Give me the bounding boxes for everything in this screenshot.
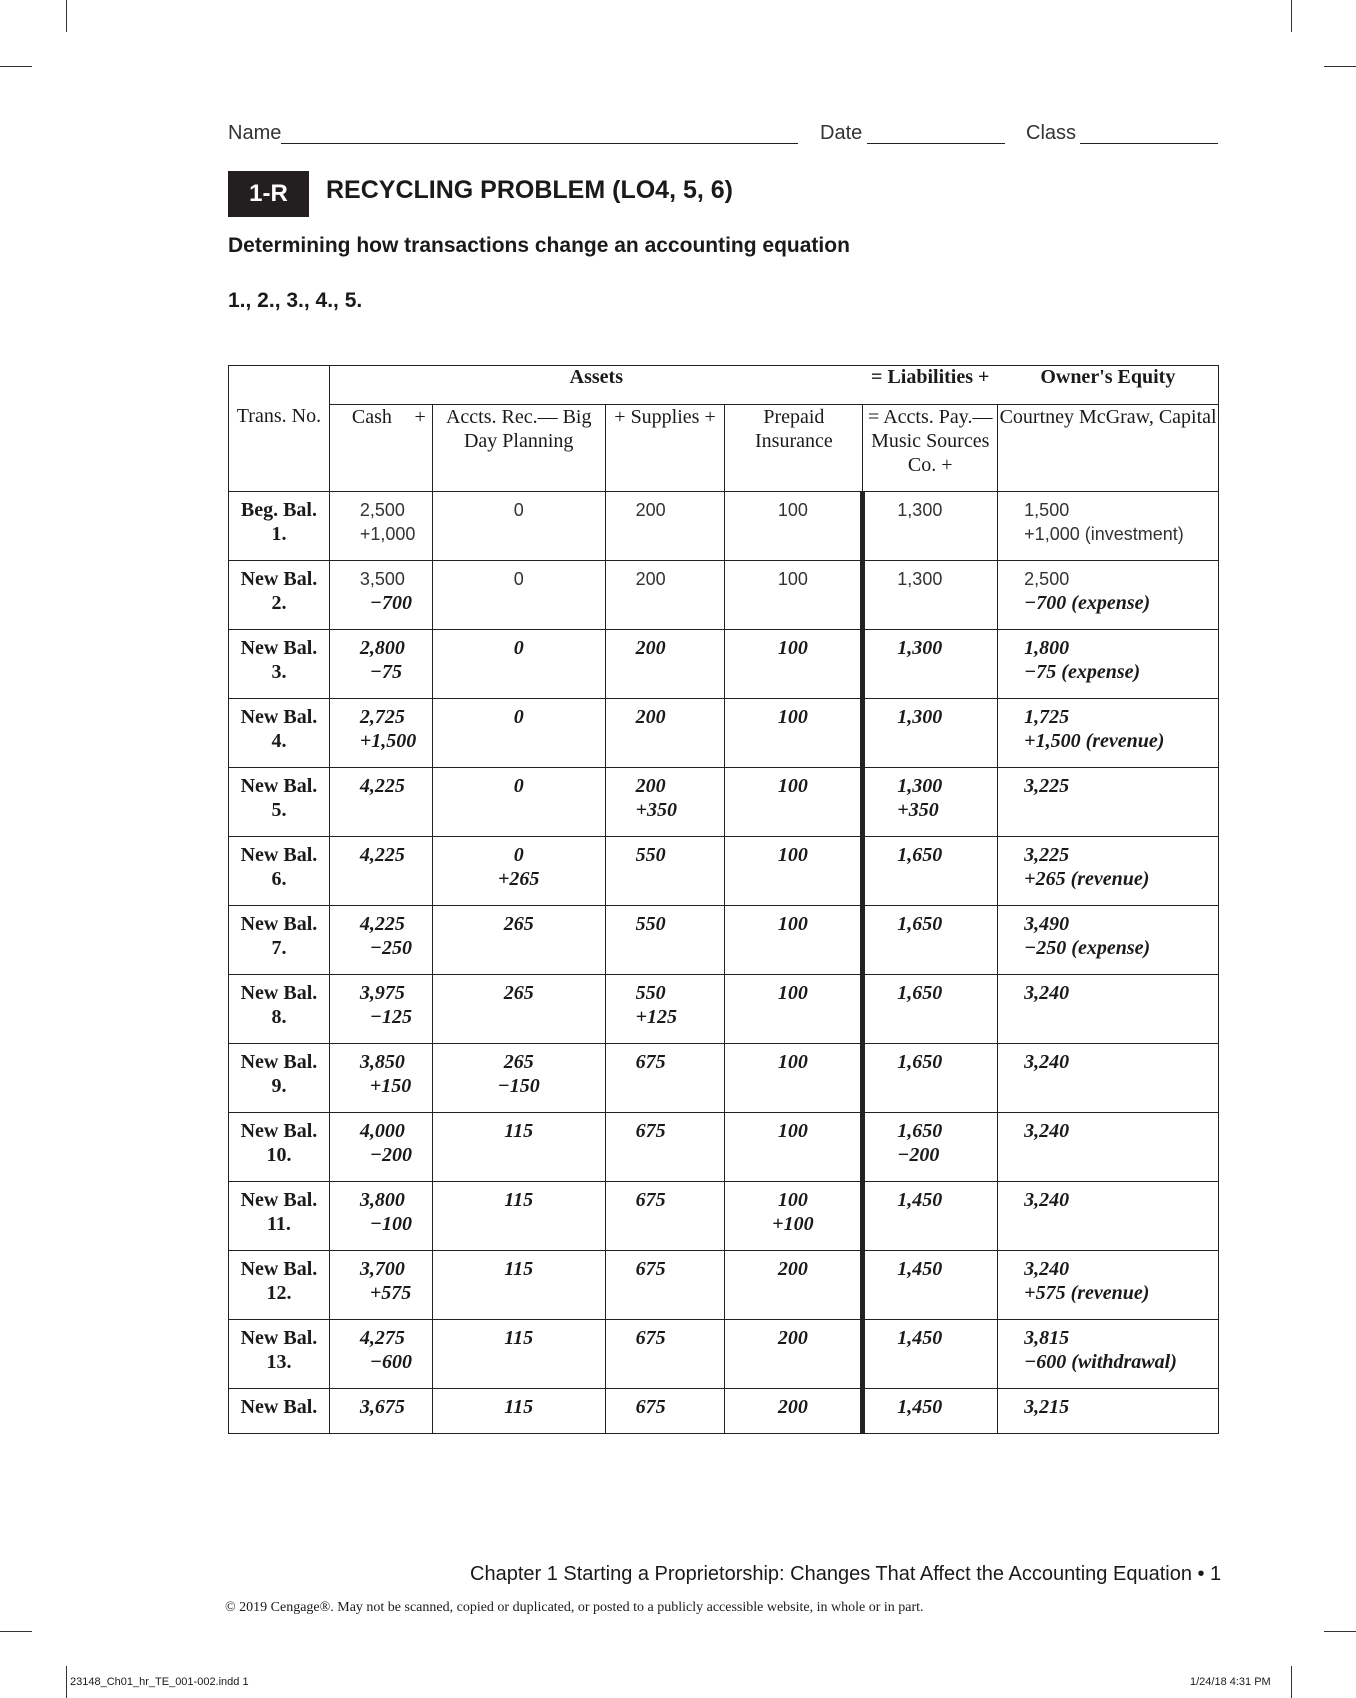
- trans-label: New Bal.: [240, 637, 318, 659]
- change-value: −75: [369, 661, 402, 683]
- accts-pay-cell: [863, 1320, 998, 1389]
- trans-label: New Bal.: [240, 982, 318, 1004]
- trans-label: New Bal.: [240, 1051, 318, 1073]
- trans-label: 9.: [271, 1075, 287, 1097]
- balance-value: 1,300: [897, 569, 943, 589]
- cash-cell: [329, 1113, 432, 1182]
- table-row: [229, 1044, 1219, 1113]
- cash-cell: [329, 768, 432, 837]
- change-value: −700 (expense): [1024, 592, 1151, 614]
- header-trans-no: Trans. No.: [229, 366, 330, 492]
- accts-rec-cell: [432, 492, 605, 561]
- balance-value: 4,275: [359, 1327, 405, 1349]
- parts-label: 1., 2., 3., 4., 5.: [228, 289, 363, 312]
- trans-label: 10.: [266, 1144, 292, 1166]
- cash-cell: [329, 561, 432, 630]
- balance-value: 0: [513, 706, 524, 728]
- prepaid-cell: [725, 630, 863, 699]
- trans-no-cell: [229, 837, 330, 906]
- table-row: [229, 630, 1219, 699]
- prepaid-cell: [725, 837, 863, 906]
- accts-rec-cell: [432, 837, 605, 906]
- cash-cell: [329, 906, 432, 975]
- balance-value: 3,240: [1024, 1258, 1070, 1280]
- balance-value: 100: [777, 1051, 808, 1073]
- balance-value: 1,650: [897, 913, 943, 935]
- balance-value: 115: [504, 1120, 534, 1142]
- trans-no-cell: [229, 1389, 330, 1434]
- cash-cell: [329, 492, 432, 561]
- balance-value: 100: [777, 500, 808, 520]
- capital-cell: [998, 1389, 1219, 1434]
- balance-value: 1,300: [897, 706, 943, 728]
- accts-rec-cell: [432, 975, 605, 1044]
- balance-value: 1,725: [1024, 706, 1070, 728]
- balance-value: 550: [635, 844, 666, 866]
- name-field-line[interactable]: [281, 143, 798, 144]
- capital-cell: [998, 492, 1219, 561]
- problem-badge: 1-R: [228, 171, 309, 217]
- change-value: −250 (expense): [1024, 937, 1151, 959]
- supplies-cell: [605, 630, 725, 699]
- trans-no-cell: [229, 1113, 330, 1182]
- supplies-cell: [605, 975, 725, 1044]
- slug-date: 1/24/18 4:31 PM: [1190, 1676, 1271, 1688]
- change-value: +150: [369, 1075, 412, 1097]
- balance-value: 1,300: [897, 775, 943, 797]
- balance-value: 115: [504, 1327, 534, 1349]
- cash-cell: [329, 1044, 432, 1113]
- class-label: Class: [1026, 122, 1077, 144]
- balance-value: 1,650: [897, 844, 943, 866]
- balance-value: 4,225: [359, 844, 405, 866]
- balance-value: 0: [513, 775, 524, 797]
- trans-no-cell: [229, 561, 330, 630]
- balance-value: 0: [513, 500, 524, 520]
- header-prepaid-insurance: Prepaid Insurance: [725, 405, 863, 492]
- balance-value: 4,000: [359, 1120, 405, 1142]
- trans-label: 11.: [266, 1213, 291, 1235]
- balance-value: 100: [777, 844, 808, 866]
- trans-no-cell: [229, 1251, 330, 1320]
- footer-chapter: Chapter 1 Starting a Proprietorship: Changes That Affect the Accounting Equation • 1: [470, 1563, 1222, 1585]
- balance-value: 100: [777, 569, 808, 589]
- change-value: +1,500 (revenue): [1024, 730, 1165, 752]
- balance-value: 675: [635, 1120, 666, 1142]
- capital-cell: [998, 906, 1219, 975]
- accts-rec-cell: [432, 699, 605, 768]
- trans-label: New Bal.: [240, 1189, 318, 1211]
- balance-value: 200: [635, 569, 666, 589]
- accts-pay-cell: [863, 768, 998, 837]
- balance-value: 3,240: [1024, 982, 1070, 1004]
- change-value: −100: [369, 1213, 412, 1235]
- trans-no-cell: [229, 1320, 330, 1389]
- accts-rec-cell: [432, 1389, 605, 1434]
- header-accts-rec: Accts. Rec.— Big Day Planning: [432, 405, 605, 492]
- table-row: [229, 768, 1219, 837]
- trans-no-cell: [229, 975, 330, 1044]
- table-row: [229, 492, 1219, 561]
- balance-value: 3,225: [1024, 775, 1070, 797]
- balance-value: 200: [635, 637, 666, 659]
- cash-cell: [329, 837, 432, 906]
- crop-mark: [1324, 66, 1356, 67]
- change-value: −75 (expense): [1024, 661, 1141, 683]
- prepaid-cell: [725, 1389, 863, 1434]
- prepaid-cell: [725, 768, 863, 837]
- balance-value: 2,725: [359, 706, 405, 728]
- balance-value: 1,800: [1024, 637, 1070, 659]
- trans-label: 4.: [271, 730, 287, 752]
- balance-value: 3,240: [1024, 1051, 1070, 1073]
- supplies-cell: [605, 768, 725, 837]
- prepaid-cell: [725, 975, 863, 1044]
- trans-label: 5.: [271, 799, 287, 821]
- table-row: [229, 1389, 1219, 1434]
- capital-cell: [998, 630, 1219, 699]
- prepaid-cell: [725, 1320, 863, 1389]
- trans-no-cell: [229, 1182, 330, 1251]
- balance-value: 4,225: [359, 775, 405, 797]
- trans-label: 8.: [271, 1006, 287, 1028]
- table-row: [229, 1320, 1219, 1389]
- supplies-cell: [605, 1044, 725, 1113]
- capital-cell: [998, 1251, 1219, 1320]
- change-value: −600: [369, 1351, 412, 1373]
- accts-rec-cell: [432, 1044, 605, 1113]
- balance-value: 1,500: [1024, 500, 1070, 520]
- balance-value: 3,675: [359, 1396, 405, 1418]
- trans-label: 7.: [271, 937, 287, 959]
- change-value: −700: [369, 592, 412, 614]
- balance-value: 265: [503, 913, 534, 935]
- capital-cell: [998, 768, 1219, 837]
- supplies-cell: [605, 492, 725, 561]
- change-value: +265 (revenue): [1024, 868, 1150, 890]
- balance-value: 1,650: [897, 1120, 943, 1142]
- balance-value: 1,450: [897, 1327, 943, 1349]
- header-liabilities: = Liabilities +: [863, 366, 998, 405]
- balance-value: 100: [777, 913, 808, 935]
- balance-value: 200: [635, 706, 666, 728]
- balance-value: 115: [504, 1396, 534, 1418]
- supplies-cell: [605, 1113, 725, 1182]
- trans-label: New Bal.: [240, 1396, 318, 1418]
- crop-mark: [1324, 1631, 1356, 1632]
- balance-value: 2,800: [359, 637, 405, 659]
- header-capital: Courtney McGraw, Capital: [998, 405, 1219, 492]
- change-value: +265: [498, 868, 540, 890]
- balance-value: 1,650: [897, 982, 943, 1004]
- crop-mark: [66, 0, 67, 32]
- prepaid-cell: [725, 1113, 863, 1182]
- prepaid-cell: [725, 906, 863, 975]
- balance-value: 200: [635, 775, 666, 797]
- balance-value: 200: [777, 1396, 808, 1418]
- balance-value: 200: [777, 1327, 808, 1349]
- table-row: [229, 906, 1219, 975]
- cash-cell: [329, 1320, 432, 1389]
- supplies-cell: [605, 1389, 725, 1434]
- prepaid-cell: [725, 1044, 863, 1113]
- supplies-cell: [605, 1251, 725, 1320]
- change-value: +575: [369, 1282, 412, 1304]
- change-value: +1,500: [359, 730, 417, 752]
- balance-value: 100: [777, 1120, 808, 1142]
- accts-rec-cell: [432, 906, 605, 975]
- trans-label: New Bal.: [240, 1120, 318, 1142]
- balance-value: 115: [504, 1258, 534, 1280]
- trans-label: New Bal.: [240, 706, 318, 728]
- balance-value: 675: [635, 1051, 666, 1073]
- table-row: [229, 1251, 1219, 1320]
- balance-value: 550: [635, 982, 666, 1004]
- balance-value: 1,300: [897, 500, 943, 520]
- footer-copyright: © 2019 Cengage®. May not be scanned, copied or duplicated, or posted to a publicly accessible website, in whole or in part.: [225, 1600, 924, 1615]
- accts-rec-cell: [432, 768, 605, 837]
- supplies-cell: [605, 1320, 725, 1389]
- change-value: −200: [369, 1144, 412, 1166]
- accts-pay-cell: [863, 630, 998, 699]
- capital-cell: [998, 699, 1219, 768]
- balance-value: 2,500: [359, 500, 405, 520]
- balance-value: 3,240: [1024, 1120, 1070, 1142]
- balance-value: 100: [777, 982, 808, 1004]
- balance-value: 3,240: [1024, 1189, 1070, 1211]
- slug-file: 23148_Ch01_hr_TE_001-002.indd 1: [70, 1676, 249, 1688]
- balance-value: 0: [513, 844, 524, 866]
- balance-value: 550: [635, 913, 666, 935]
- trans-label: New Bal.: [240, 1327, 318, 1349]
- balance-value: 3,490: [1024, 913, 1070, 935]
- change-value: −200: [897, 1144, 940, 1166]
- trans-no-cell: [229, 1044, 330, 1113]
- supplies-cell: [605, 561, 725, 630]
- crop-mark: [0, 1631, 32, 1632]
- balance-value: 1,450: [897, 1258, 943, 1280]
- accts-pay-cell: [863, 906, 998, 975]
- trans-no-cell: [229, 768, 330, 837]
- balance-value: 1,300: [897, 637, 943, 659]
- trans-label: 13.: [266, 1351, 292, 1373]
- trans-no-cell: [229, 630, 330, 699]
- accts-rec-cell: [432, 1251, 605, 1320]
- prepaid-cell: [725, 699, 863, 768]
- cash-cell: [329, 1389, 432, 1434]
- trans-label: 2.: [271, 592, 287, 614]
- balance-value: 3,500: [359, 569, 405, 589]
- balance-value: 4,225: [359, 913, 405, 935]
- date-label: Date: [820, 122, 863, 144]
- table-row: [229, 1113, 1219, 1182]
- balance-value: 100: [777, 1189, 808, 1211]
- change-value: −150: [497, 1075, 540, 1097]
- balance-value: 675: [635, 1396, 666, 1418]
- change-value: +575 (revenue): [1024, 1282, 1150, 1304]
- supplies-cell: [605, 837, 725, 906]
- balance-value: 3,800: [359, 1189, 405, 1211]
- crop-mark: [1291, 1666, 1292, 1698]
- capital-cell: [998, 561, 1219, 630]
- cash-cell: [329, 1251, 432, 1320]
- balance-value: 200: [777, 1258, 808, 1280]
- trans-no-cell: [229, 699, 330, 768]
- balance-value: 3,215: [1024, 1396, 1070, 1418]
- balance-value: 3,700: [359, 1258, 405, 1280]
- trans-no-cell: [229, 906, 330, 975]
- accts-pay-cell: [863, 699, 998, 768]
- accts-pay-cell: [863, 492, 998, 561]
- balance-value: 675: [635, 1327, 666, 1349]
- balance-value: 115: [504, 1189, 534, 1211]
- balance-value: 100: [777, 637, 808, 659]
- trans-label: Beg. Bal.: [240, 499, 317, 521]
- supplies-cell: [605, 1182, 725, 1251]
- balance-value: 200: [635, 500, 666, 520]
- accts-pay-cell: [863, 1389, 998, 1434]
- balance-value: 1,650: [897, 1051, 943, 1073]
- trans-label: New Bal.: [240, 844, 318, 866]
- trans-label: New Bal.: [240, 775, 318, 797]
- crop-mark: [66, 1666, 67, 1698]
- name-label: Name: [228, 122, 282, 144]
- change-value: −125: [369, 1006, 412, 1028]
- balance-value: 100: [777, 775, 808, 797]
- balance-value: 265: [503, 982, 534, 1004]
- change-value: +125: [635, 1006, 677, 1028]
- prepaid-cell: [725, 492, 863, 561]
- balance-value: 675: [635, 1258, 666, 1280]
- accts-pay-cell: [863, 975, 998, 1044]
- balance-value: 3,815: [1024, 1327, 1070, 1349]
- cash-cell: [329, 975, 432, 1044]
- change-value: +100: [772, 1213, 814, 1235]
- capital-cell: [998, 1182, 1219, 1251]
- trans-label: New Bal.: [240, 568, 318, 590]
- crop-mark: [0, 66, 32, 67]
- header-owners-equity: Owner's Equity: [998, 366, 1219, 405]
- class-field-line[interactable]: [1080, 143, 1218, 144]
- trans-label: New Bal.: [240, 913, 318, 935]
- trans-label: 1.: [271, 523, 287, 545]
- accounting-equation-table: [228, 365, 1219, 1434]
- prepaid-cell: [725, 561, 863, 630]
- table-row: [229, 1182, 1219, 1251]
- balance-value: 100: [777, 706, 808, 728]
- balance-value: 0: [513, 569, 524, 589]
- accts-pay-cell: [863, 837, 998, 906]
- problem-title: RECYCLING PROBLEM (LO4, 5, 6): [326, 176, 733, 204]
- problem-subtitle: Determining how transactions change an accounting equation: [228, 234, 850, 257]
- supplies-cell: [605, 906, 725, 975]
- balance-value: 0: [513, 637, 524, 659]
- change-value: +350: [635, 799, 677, 821]
- cash-cell: [329, 699, 432, 768]
- balance-value: 675: [635, 1189, 666, 1211]
- header-assets: Assets: [329, 366, 862, 405]
- accts-rec-cell: [432, 630, 605, 699]
- cash-cell: [329, 1182, 432, 1251]
- header-cash: Cash +: [329, 405, 432, 492]
- prepaid-cell: [725, 1182, 863, 1251]
- table-row: [229, 561, 1219, 630]
- accts-pay-cell: [863, 1044, 998, 1113]
- balance-value: 3,225: [1024, 844, 1070, 866]
- accts-rec-cell: [432, 1113, 605, 1182]
- capital-cell: [998, 1320, 1219, 1389]
- trans-label: 3.: [271, 661, 287, 683]
- accts-pay-cell: [863, 1113, 998, 1182]
- capital-cell: [998, 1113, 1219, 1182]
- change-value: −600 (withdrawal): [1024, 1351, 1177, 1373]
- capital-cell: [998, 975, 1219, 1044]
- accts-rec-cell: [432, 561, 605, 630]
- balance-value: 1,450: [897, 1189, 943, 1211]
- balance-value: 3,850: [359, 1051, 405, 1073]
- header-supplies: + Supplies +: [605, 405, 725, 492]
- balance-value: 265: [503, 1051, 534, 1073]
- header-accts-pay: = Accts. Pay.— Music Sources Co. +: [863, 405, 998, 492]
- crop-mark: [1291, 0, 1292, 32]
- accts-pay-cell: [863, 1182, 998, 1251]
- cash-cell: [329, 630, 432, 699]
- table-row: [229, 699, 1219, 768]
- change-value: +350: [897, 799, 939, 821]
- accts-rec-cell: [432, 1320, 605, 1389]
- date-field-line[interactable]: [867, 143, 1005, 144]
- trans-label: New Bal.: [240, 1258, 318, 1280]
- table-row: [229, 975, 1219, 1044]
- balance-value: 2,500: [1024, 569, 1070, 589]
- supplies-cell: [605, 699, 725, 768]
- change-value: +1,000 (investment): [1024, 524, 1184, 544]
- table-row: [229, 837, 1219, 906]
- trans-label: 12.: [266, 1282, 292, 1304]
- capital-cell: [998, 1044, 1219, 1113]
- change-value: −250: [369, 937, 412, 959]
- change-value: +1,000: [359, 524, 416, 544]
- balance-value: 3,975: [359, 982, 405, 1004]
- capital-cell: [998, 837, 1219, 906]
- accts-rec-cell: [432, 1182, 605, 1251]
- accts-pay-cell: [863, 561, 998, 630]
- trans-no-cell: [229, 492, 330, 561]
- prepaid-cell: [725, 1251, 863, 1320]
- accts-pay-cell: [863, 1251, 998, 1320]
- trans-label: 6.: [271, 868, 287, 890]
- balance-value: 1,450: [897, 1396, 943, 1418]
